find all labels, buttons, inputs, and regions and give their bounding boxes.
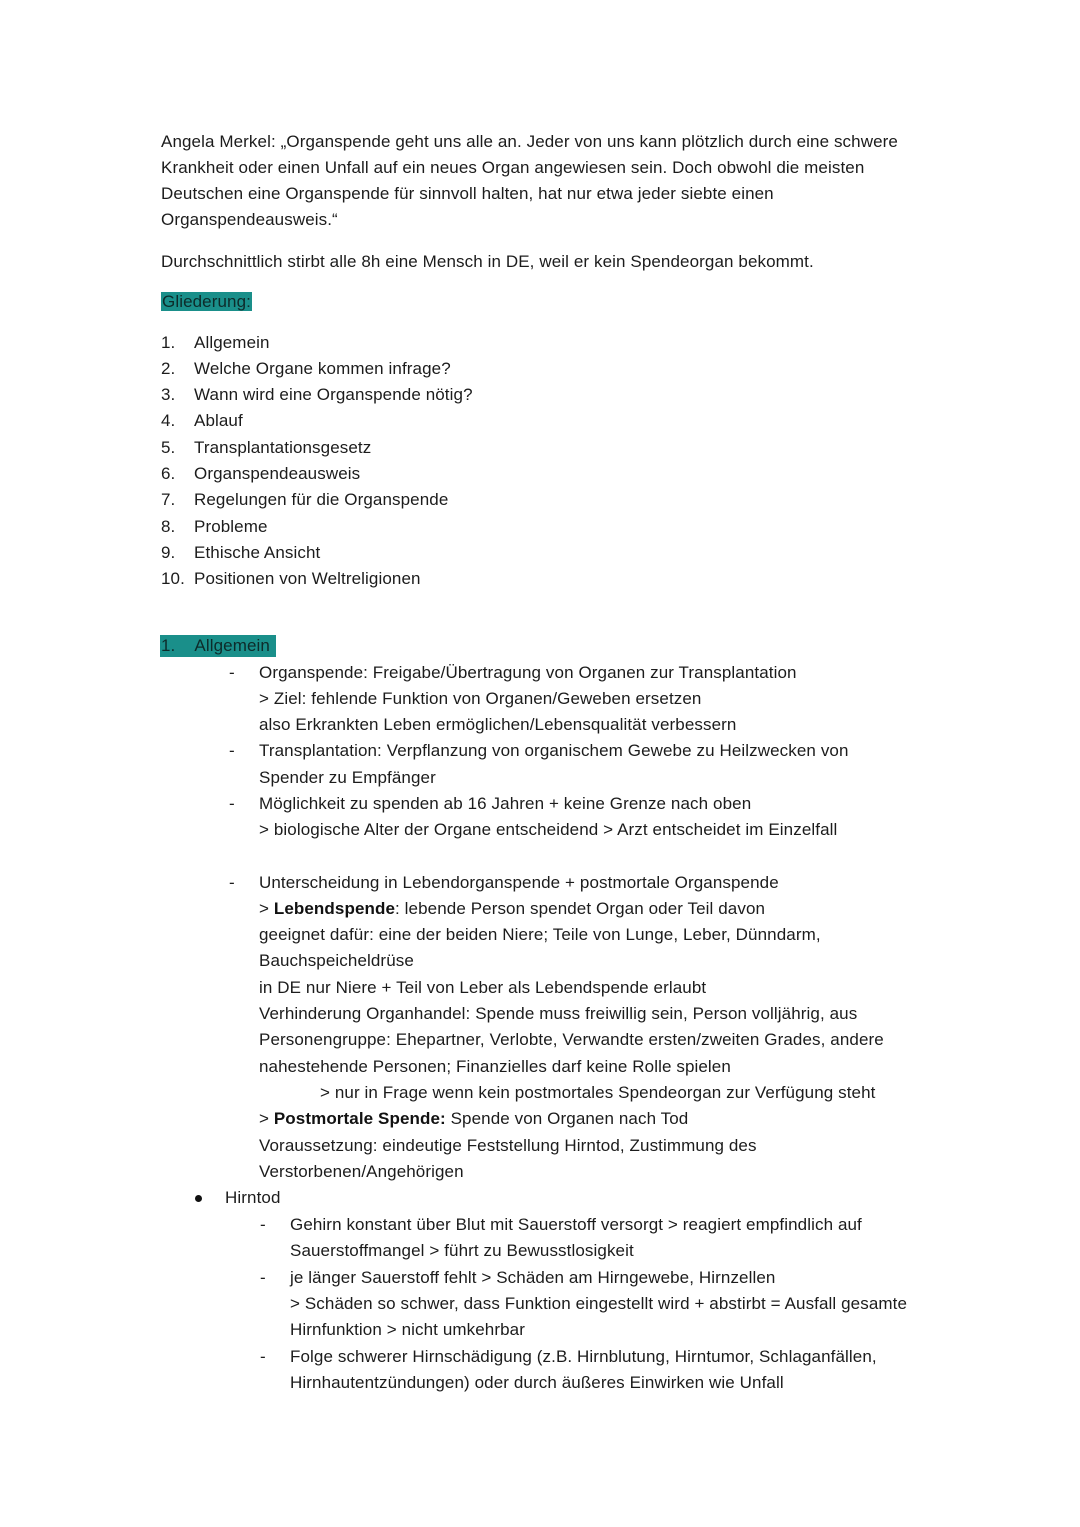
text-line: also Erkrankten Leben ermöglichen/Lebensqualität verbessern xyxy=(259,715,737,734)
text-line: > Ziel: fehlende Funktion von Organen/Geweben ersetzen xyxy=(259,689,702,708)
subheading-hirntod: Hirntod xyxy=(225,1188,281,1207)
outline-item: Allgemein xyxy=(194,333,270,352)
text-line: Voraussetzung: eindeutige Feststellung Hirntod, Zustimmung des xyxy=(259,1136,757,1155)
outline-item: Welche Organe kommen infrage? xyxy=(194,359,451,378)
outline-item: Ethische Ansicht xyxy=(194,543,321,562)
dash-bullet: - xyxy=(260,1268,266,1287)
text-line: Möglichkeit zu spenden ab 16 Jahren + keine Grenze nach oben xyxy=(259,794,752,813)
bullet-dot-icon xyxy=(195,1195,202,1202)
text-line: Hirnhautentzündungen) oder durch äußeres Einwirken wie Unfall xyxy=(290,1373,784,1392)
outline-number: 2. xyxy=(161,359,176,378)
text-line: Hirnfunktion > nicht umkehrbar xyxy=(290,1320,525,1339)
text-line: Bauchspeicheldrüse xyxy=(259,951,414,970)
dash-bullet: - xyxy=(229,663,235,682)
quote-line-4: Organspendeausweis.“ xyxy=(161,210,338,229)
dash-bullet: - xyxy=(229,794,235,813)
outline-item: Probleme xyxy=(194,517,268,536)
quote-line-1: Angela Merkel: „Organspende geht uns alle an. Jeder von uns kann plötzlich durch eine schwere xyxy=(161,132,898,151)
outline-item: Positionen von Weltreligionen xyxy=(194,569,421,588)
dash-bullet: - xyxy=(260,1347,266,1366)
text-line: Transplantation: Verpflanzung von organischem Gewebe zu Heilzwecken von xyxy=(259,741,849,760)
outline-item: Wann wird eine Organspende nötig? xyxy=(194,385,473,404)
outline-item: Ablauf xyxy=(194,411,243,430)
dash-bullet: - xyxy=(229,741,235,760)
outline-item: Transplantationsgesetz xyxy=(194,438,372,457)
outline-number: 5. xyxy=(161,438,176,457)
quote-line-2: Krankheit oder einen Unfall auf ein neues Organ angewiesen sein. Doch obwohl die meisten xyxy=(161,158,865,177)
text-line: nahestehende Personen; Finanzielles darf keine Rolle spielen xyxy=(259,1057,731,1076)
outline-number: 4. xyxy=(161,411,176,430)
outline-number: 1. xyxy=(161,333,176,352)
text-line: Personengruppe: Ehepartner, Verlobte, Verwandte ersten/zweiten Grades, andere xyxy=(259,1030,884,1049)
text-line: Verhinderung Organhandel: Spende muss freiwillig sein, Person volljährig, aus xyxy=(259,1004,858,1023)
outline-number: 10. xyxy=(161,569,185,588)
text-line: in DE nur Niere + Teil von Leber als Lebendspende erlaubt xyxy=(259,978,707,997)
fact-paragraph: Durchschnittlich stirbt alle 8h eine Mensch in DE, weil er kein Spendeorgan bekommt. xyxy=(161,252,814,271)
text-line: > Schäden so schwer, dass Funktion eingestellt wird + abstirbt = Ausfall gesamte xyxy=(290,1294,908,1313)
text-line: Spender zu Empfänger xyxy=(259,768,436,787)
outline-item: Organspendeausweis xyxy=(194,464,361,483)
term-lebendspende: Lebendspende xyxy=(273,899,396,918)
dash-bullet: - xyxy=(260,1215,266,1234)
outline-number: 3. xyxy=(161,385,176,404)
outline-item: Regelungen für die Organspende xyxy=(194,490,449,509)
outline-number: 9. xyxy=(161,543,176,562)
text-line: > nur in Frage wenn kein postmortales Spendeorgan zur Verfügung steht xyxy=(320,1083,876,1102)
text-line: je länger Sauerstoff fehlt > Schäden am Hirngewebe, Hirnzellen xyxy=(290,1268,776,1287)
text-line: geeignet dafür: eine der beiden Niere; Teile von Lunge, Leber, Dünndarm, xyxy=(259,925,821,944)
text-line: > biologische Alter der Organe entscheidend > Arzt entscheidet im Einzelfall xyxy=(259,820,838,839)
term-postmortale-spende: Postmortale Spende: xyxy=(273,1109,446,1128)
outline-number: 7. xyxy=(161,490,176,509)
text-line: Organspende: Freigabe/Übertragung von Organen zur Transplantation xyxy=(259,663,797,682)
text-line: Gehirn konstant über Blut mit Sauerstoff versorgt > reagiert empfindlich auf xyxy=(290,1215,862,1234)
outline-heading: Gliederung: xyxy=(162,292,251,311)
text-line: > Lebendspende: lebende Person spendet Organ oder Teil davon xyxy=(259,899,766,918)
outline-number: 6. xyxy=(161,464,176,483)
text-line: Verstorbenen/Angehörigen xyxy=(259,1162,464,1181)
section-heading xyxy=(160,635,276,657)
outline-number: 8. xyxy=(161,517,176,536)
text-line: > Postmortale Spende: Spende von Organen nach Tod xyxy=(259,1109,689,1128)
section-title: Allgemein xyxy=(194,636,270,655)
section-number: 1. xyxy=(161,636,176,655)
dash-bullet: - xyxy=(229,873,235,892)
text-line: Folge schwerer Hirnschädigung (z.B. Hirnblutung, Hirntumor, Schlaganfällen, xyxy=(290,1347,877,1366)
quote-line-3: Deutschen eine Organspende für sinnvoll halten, hat nur etwa jeder siebte einen xyxy=(161,184,774,203)
text-line: Unterscheidung in Lebendorganspende + postmortale Organspende xyxy=(259,873,779,892)
text-line: Sauerstoffmangel > führt zu Bewusstlosigkeit xyxy=(290,1241,634,1260)
